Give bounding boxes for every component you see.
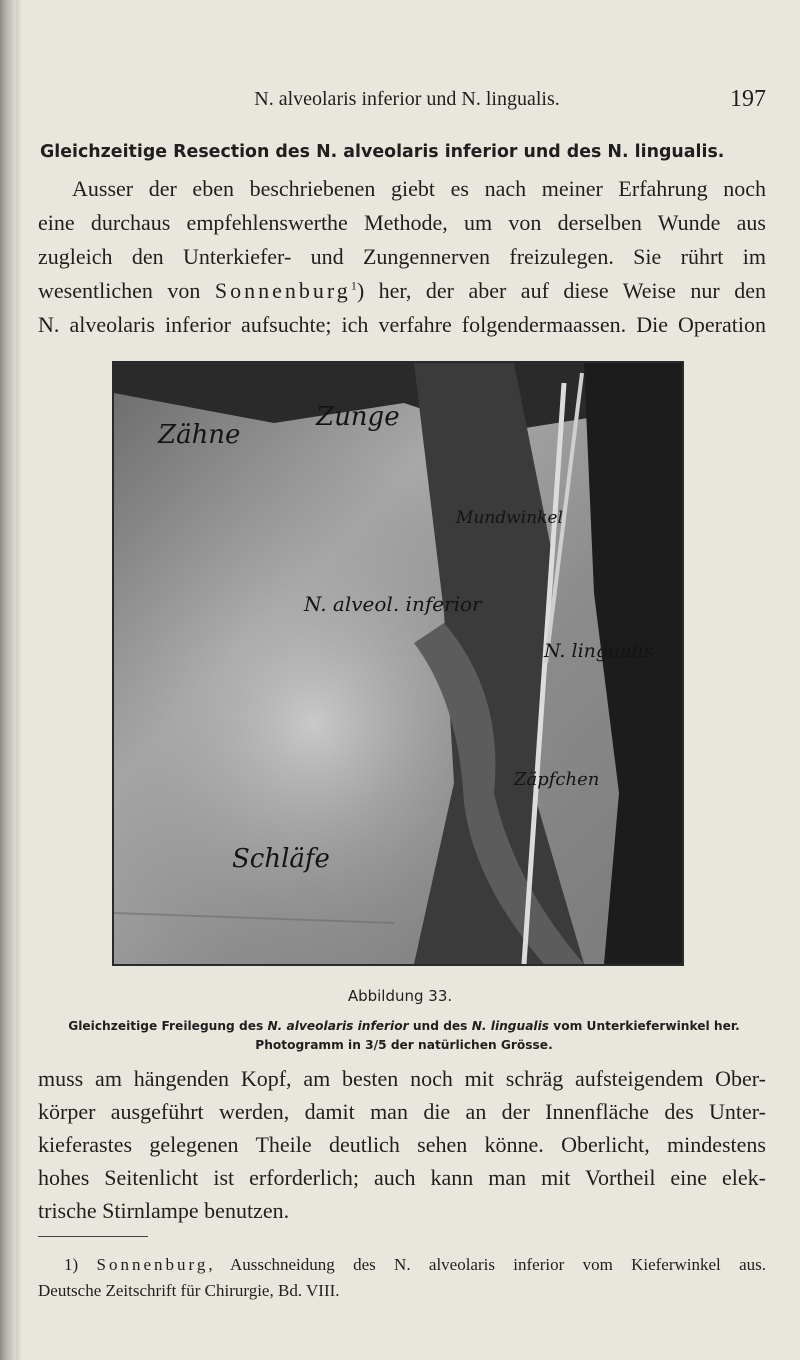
footnote-line: Deutsche Zeitschrift für Chirurgie, Bd. VIII. — [38, 1281, 340, 1300]
text-fragment: ) her, der aber auf diese Weise nur den — [356, 278, 767, 303]
book-gutter — [16, 0, 22, 1360]
footnote-marker: 1) — [64, 1255, 79, 1274]
label-mundwinkel: Mundwinkel — [456, 508, 563, 528]
footnote-line — [38, 1252, 766, 1278]
caption-italic: N. alveolaris inferior — [267, 1019, 409, 1033]
paragraph-1-line: N. alveolaris inferior aufsuchte; ich verfahre folgendermaassen. Die Operation — [38, 312, 766, 337]
label-zunge: Zunge — [316, 402, 400, 432]
footnote-text: , Ausschneidung des N. alveolaris inferior vom Kieferwinkel aus. — [208, 1255, 766, 1274]
footnote-divider — [38, 1236, 148, 1237]
figure-caption-title: Abbildung 33. — [347, 987, 453, 1005]
paragraph-1-line: Ausser der eben beschriebenen giebt es nach meiner Erfahrung noch — [72, 176, 766, 201]
label-zaepfchen: Zäpfchen — [514, 769, 600, 790]
paragraph-1 — [38, 172, 766, 342]
paragraph-1-line: zugleich den Unterkiefer- und Zungennerven freizulegen. Sie rührt im — [38, 244, 766, 269]
figure-caption — [40, 1017, 768, 1055]
book-spine-shadow — [0, 0, 16, 1360]
paragraph-2 — [38, 1062, 766, 1227]
caption-line-1 — [40, 1017, 768, 1036]
caption-fragment: vom Unterkieferwinkel her. — [553, 1019, 740, 1033]
paragraph-2-line: muss am hängenden Kopf, am besten noch mit schräg aufsteigendem Ober- — [38, 1066, 766, 1091]
caption-line-2: Photogramm in 3/5 der natürlichen Grösse. — [255, 1038, 553, 1052]
footnote-ref[interactable]: 1 — [350, 278, 357, 293]
paragraph-2-line: kieferastes gelegenen Theile deutlich sehen könne. Oberlicht, mindestens — [38, 1132, 766, 1157]
surgical-photograph — [114, 363, 682, 964]
label-n-lingualis: N. lingualis — [544, 640, 654, 662]
paragraph-2-line: hohes Seitenlicht ist erforderlich; auch kann man mit Vortheil eine elek- — [38, 1165, 766, 1190]
paragraph-2-line: trische Stirnlampe benutzen. — [38, 1198, 290, 1223]
paragraph-1-line: eine durchaus empfehlenswerthe Methode, um von derselben Wunde aus — [38, 210, 766, 235]
section-heading: Gleichzeitige Resection des N. alveolaris inferior und des N. lingualis. — [40, 142, 725, 162]
label-n-alveol-inferior: N. alveol. inferior — [304, 592, 482, 616]
footnote-author: Sonnenburg — [96, 1255, 209, 1274]
label-zaehne: Zähne — [158, 420, 241, 450]
caption-italic: N. lingualis — [471, 1019, 550, 1033]
running-head: N. alveolaris inferior und N. lingualis. — [254, 88, 560, 110]
page-number: 197 — [730, 86, 766, 112]
paragraph-1-line — [38, 274, 766, 308]
footnote — [38, 1252, 766, 1304]
author-name: Sonnenburg — [214, 278, 351, 303]
paragraph-2-line: körper ausgeführt werden, damit man die an der Innenfläche des Unter- — [38, 1099, 766, 1124]
text-fragment: wesentlichen von — [38, 278, 201, 303]
caption-fragment: Gleichzeitige Freilegung des — [68, 1019, 264, 1033]
figure-photogram — [112, 361, 684, 966]
caption-fragment: und des — [412, 1019, 468, 1033]
label-schlaefe: Schläfe — [232, 844, 330, 874]
